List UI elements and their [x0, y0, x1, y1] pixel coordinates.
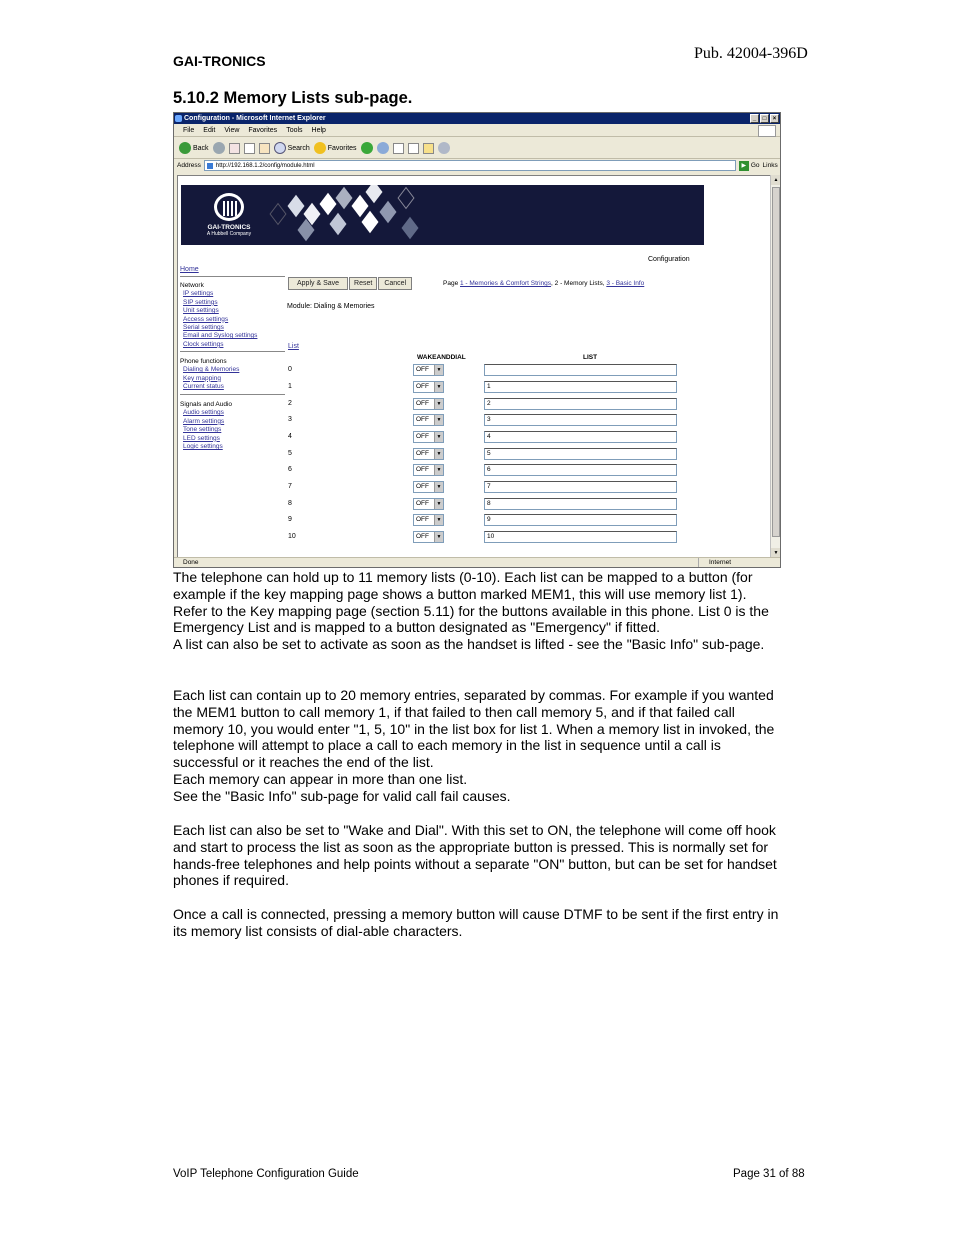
page-content	[177, 175, 771, 558]
nav-sip-settings[interactable]: SIP settings	[183, 298, 218, 306]
paragraph: Once a call is connected, pressing a memory button will cause DTMF to be sent if the first entry in its memory list consists of dial-able characters.	[173, 906, 779, 939]
list-input[interactable]	[484, 364, 677, 376]
forward-arrow-icon	[213, 142, 225, 154]
select-value: OFF	[416, 416, 429, 423]
row-number: 1	[288, 383, 292, 390]
search-button[interactable]	[274, 142, 310, 154]
wakeanddial-select[interactable]	[413, 481, 444, 493]
memory-list-row	[288, 448, 708, 460]
gai-tronics-banner	[181, 185, 704, 245]
nav-clock-settings[interactable]: Clock settings	[183, 340, 224, 348]
dropdown-arrow-icon: ▼	[434, 532, 443, 542]
go-label: Go	[750, 162, 760, 169]
close-button[interactable]: ×	[770, 114, 779, 123]
pager-separator: ,	[602, 280, 605, 287]
memory-list-row	[288, 414, 708, 426]
links-label[interactable]: Links	[762, 162, 778, 169]
logo-subtitle: A Hubbell Company	[206, 231, 252, 237]
dropdown-arrow-icon: ▼	[434, 415, 443, 425]
row-number: 5	[288, 450, 292, 457]
memory-list-row	[288, 531, 708, 543]
menu-edit[interactable]: Edit	[203, 127, 216, 134]
wakeanddial-select[interactable]	[413, 448, 444, 460]
select-value: OFF	[416, 500, 429, 507]
divider	[180, 394, 285, 395]
toolbar	[174, 138, 780, 159]
wakeanddial-select[interactable]	[413, 364, 444, 376]
pager-link-page-3[interactable]: 3 - Basic Info	[606, 280, 645, 287]
row-number: 10	[288, 533, 296, 540]
menu-favorites[interactable]: Favorites	[248, 127, 278, 134]
dropdown-arrow-icon: ▼	[434, 515, 443, 525]
back-arrow-icon	[179, 142, 191, 154]
status-bar	[174, 557, 780, 567]
cube-graphic	[287, 195, 304, 218]
messenger-icon[interactable]	[438, 142, 450, 154]
cube-graphic	[401, 217, 418, 240]
nav-audio-settings[interactable]: Audio settings	[183, 409, 224, 417]
footer-title: VoIP Telephone Configuration Guide	[173, 1168, 359, 1180]
menu-tools[interactable]: Tools	[286, 127, 303, 134]
header-publication: Pub. 42004-396D	[694, 45, 808, 62]
stop-icon[interactable]	[229, 143, 240, 154]
memory-list-row	[288, 398, 708, 410]
list-input[interactable]: 3	[484, 414, 677, 426]
maximize-button[interactable]: □	[760, 114, 769, 123]
status-text: Done	[183, 559, 199, 566]
nav-led-settings[interactable]: LED settings	[183, 434, 220, 442]
reset-button[interactable]: Reset	[349, 277, 377, 290]
list-input[interactable]: 8	[484, 498, 677, 510]
dropdown-arrow-icon: ▼	[434, 399, 443, 409]
paragraph: See the "Basic Info" sub-page for valid call fail causes.	[173, 788, 511, 804]
dropdown-arrow-icon: ▼	[434, 449, 443, 459]
action-buttons	[288, 277, 412, 290]
nav-dialing-memories[interactable]: Dialing & Memories	[183, 366, 240, 374]
select-value: OFF	[416, 533, 429, 540]
footer-page-number: Page 31 of 88	[733, 1168, 805, 1180]
scroll-up-icon[interactable]: ▲	[771, 175, 781, 185]
select-value: OFF	[416, 466, 429, 473]
row-number: 3	[288, 416, 292, 423]
list-input[interactable]: 7	[484, 481, 677, 493]
back-button[interactable]	[179, 142, 209, 154]
select-value: OFF	[416, 516, 429, 523]
cancel-button[interactable]: Cancel	[378, 277, 412, 290]
select-value: OFF	[416, 366, 429, 373]
row-number: 2	[288, 400, 292, 407]
nav-current-status[interactable]: Current status	[183, 383, 224, 391]
refresh-icon[interactable]	[244, 143, 255, 154]
select-value: OFF	[416, 383, 429, 390]
header-company: GAI-TRONICS	[173, 53, 266, 69]
minimize-button[interactable]: _	[750, 114, 759, 123]
title-bar	[174, 113, 780, 124]
paragraph: Each list can contain up to 20 memory entries, separated by commas. For example if you wanted the MEM1 button to call memory 1, if that failed to then call memory 5, and if that failed call memory 10, you would enter "1, 5, 10" in the list box for list 1. When a memory list in invoked, the telephone will attempt to place a call to each memory in the list in sequence until a call is successful or it reaches the end of the list.	[173, 687, 775, 771]
wakeanddial-select[interactable]	[413, 431, 444, 443]
paragraph: Each list can also be set to "Wake and Dial". With this set to ON, the telephone will come off hook and start to process the list as soon as the appropriate button is pressed. This is normally set for hands-free telephones and help points without a separate "ON" button, but can be set for handset phones if required.	[173, 822, 777, 889]
nav-tone-settings[interactable]: Tone settings	[183, 426, 222, 434]
address-label: Address	[177, 162, 201, 169]
print-icon[interactable]	[393, 143, 404, 154]
menu-help[interactable]: Help	[311, 127, 326, 134]
dropdown-arrow-icon: ▼	[434, 382, 443, 392]
list-link[interactable]: List	[288, 343, 299, 350]
cube-graphic	[361, 211, 378, 234]
nav-group-network	[180, 282, 257, 349]
ie-icon	[175, 115, 182, 122]
wakeanddial-select[interactable]	[413, 531, 444, 543]
menu-bar	[174, 125, 780, 137]
wakeanddial-select[interactable]	[413, 398, 444, 410]
dropdown-arrow-icon: ▼	[434, 499, 443, 509]
pager-prefix: Page	[443, 280, 459, 287]
memory-list-row	[288, 481, 708, 493]
wakeanddial-select[interactable]	[413, 381, 444, 393]
list-input[interactable]: 9	[484, 514, 677, 526]
memory-list-row	[288, 431, 708, 443]
history-icon[interactable]	[361, 142, 373, 154]
memory-list-row	[288, 464, 708, 476]
cube-graphic	[365, 185, 382, 203]
row-number: 4	[288, 433, 292, 440]
list-input[interactable]: 1	[484, 381, 677, 393]
pager-separator: ,	[551, 280, 553, 287]
pager	[443, 280, 644, 287]
windows-logo-icon	[758, 125, 776, 137]
nav-key-mapping[interactable]: Key mapping	[183, 374, 221, 382]
nav-group-phone-functions	[180, 358, 239, 392]
paragraph: The telephone can hold up to 11 memory lists (0-10). Each list can be mapped to a button (for example if the key mapping page shows a button marked MEM1, this will use memory list 1). Refer to the Key mapping page (section 5.11) for the buttons available in this phone. List 0 is the Emergency List and is mapped to a button designated as "Emergency" if fitted.	[173, 569, 769, 636]
module-label: Module: Dialing & Memories	[287, 303, 375, 310]
list-input[interactable]: 5	[484, 448, 677, 460]
column-header-wakeanddial: WAKEANDDIAL	[417, 354, 466, 361]
row-number: 0	[288, 366, 292, 373]
favorites-button[interactable]	[314, 142, 357, 154]
column-header-list: LIST	[583, 354, 598, 361]
row-number: 6	[288, 466, 292, 473]
go-arrow-icon: ▶	[739, 161, 749, 171]
row-number: 7	[288, 483, 292, 490]
nav-alarm-settings[interactable]: Alarm settings	[183, 417, 225, 425]
folder-icon[interactable]	[423, 143, 434, 154]
wakeanddial-select[interactable]	[413, 514, 444, 526]
home-link[interactable]: Home	[180, 266, 199, 273]
logo-name: GAI-TRONICS	[207, 224, 251, 231]
memory-list-row	[288, 498, 708, 510]
row-number: 8	[288, 500, 292, 507]
menu-file[interactable]: File	[183, 127, 195, 134]
select-value: OFF	[416, 400, 429, 407]
go-button[interactable]	[739, 161, 760, 171]
configuration-label: Configuration	[648, 256, 690, 263]
memory-list-row	[288, 364, 708, 376]
wakeanddial-select[interactable]	[413, 414, 444, 426]
select-value: OFF	[416, 433, 429, 440]
cube-graphic	[397, 187, 414, 210]
nav-unit-settings[interactable]: Unit settings	[183, 307, 219, 315]
paragraph: Each memory can appear in more than one list.	[173, 771, 468, 787]
pager-link-page-1[interactable]: 1 - Memories & Comfort Strings	[460, 280, 552, 287]
scroll-thumb[interactable]	[772, 187, 780, 537]
address-input[interactable]: http://192.168.1.2/config/module.html	[204, 160, 736, 171]
browser-window	[173, 112, 781, 568]
dropdown-arrow-icon: ▼	[434, 482, 443, 492]
list-input[interactable]: 4	[484, 431, 677, 443]
dropdown-arrow-icon: ▼	[434, 365, 443, 375]
nav-group-signals-audio	[180, 401, 232, 451]
pager-current: 2 - Memory Lists	[554, 280, 603, 287]
wakeanddial-select[interactable]	[413, 498, 444, 510]
vertical-scrollbar[interactable]	[770, 175, 780, 558]
zone-indicator: Internet	[698, 558, 774, 568]
nav-serial-settings[interactable]: Serial settings	[183, 324, 224, 332]
memory-list-row	[288, 514, 708, 526]
address-bar	[174, 159, 780, 172]
forward-button[interactable]	[213, 142, 225, 154]
nav-access-settings[interactable]: Access settings	[183, 315, 229, 323]
list-input[interactable]: 10	[484, 531, 677, 543]
home-icon[interactable]	[259, 143, 270, 154]
cube-graphic	[329, 213, 346, 236]
list-input[interactable]: 2	[484, 398, 677, 410]
logo	[199, 193, 259, 245]
nav-ip-settings[interactable]: IP settings	[183, 290, 214, 298]
star-icon	[314, 142, 326, 154]
nav-email-syslog-settings[interactable]: Email and Syslog settings	[183, 332, 258, 340]
nav-logic-settings[interactable]: Logic settings	[183, 443, 223, 451]
mail-icon[interactable]	[377, 142, 389, 154]
cube-graphic	[319, 193, 336, 216]
search-icon	[274, 142, 286, 154]
wakeanddial-select[interactable]	[413, 464, 444, 476]
paragraph: A list can also be set to activate as soon as the handset is lifted - see the "Basic Info" sub-page.	[173, 636, 765, 652]
window-title: Configuration - Microsoft Internet Explorer	[184, 115, 326, 122]
list-input[interactable]: 6	[484, 464, 677, 476]
cube-graphic	[335, 187, 352, 210]
favorites-label: Favorites	[327, 144, 357, 152]
cube-graphic	[269, 203, 286, 226]
back-label: Back	[193, 144, 209, 152]
divider	[180, 276, 285, 277]
divider	[180, 351, 285, 352]
select-value: OFF	[416, 483, 429, 490]
select-value: OFF	[416, 450, 429, 457]
memory-list-row	[288, 381, 708, 393]
edit-icon[interactable]	[408, 143, 419, 154]
menu-view[interactable]: View	[224, 127, 240, 134]
apply-save-button[interactable]: Apply & Save	[288, 277, 348, 290]
scroll-down-icon[interactable]: ▼	[771, 548, 781, 558]
dropdown-arrow-icon: ▼	[434, 465, 443, 475]
section-title: 5.10.2 Memory Lists sub-page.	[173, 89, 413, 107]
dropdown-arrow-icon: ▼	[434, 432, 443, 442]
gai-tronics-logo-icon	[214, 193, 244, 221]
search-label: Search	[287, 144, 310, 152]
nav-group-title: Phone functions	[180, 358, 227, 365]
nav-group-title: Signals and Audio	[180, 401, 233, 408]
row-number: 9	[288, 516, 292, 523]
nav-group-title: Network	[180, 282, 204, 289]
cube-graphic	[379, 201, 396, 224]
